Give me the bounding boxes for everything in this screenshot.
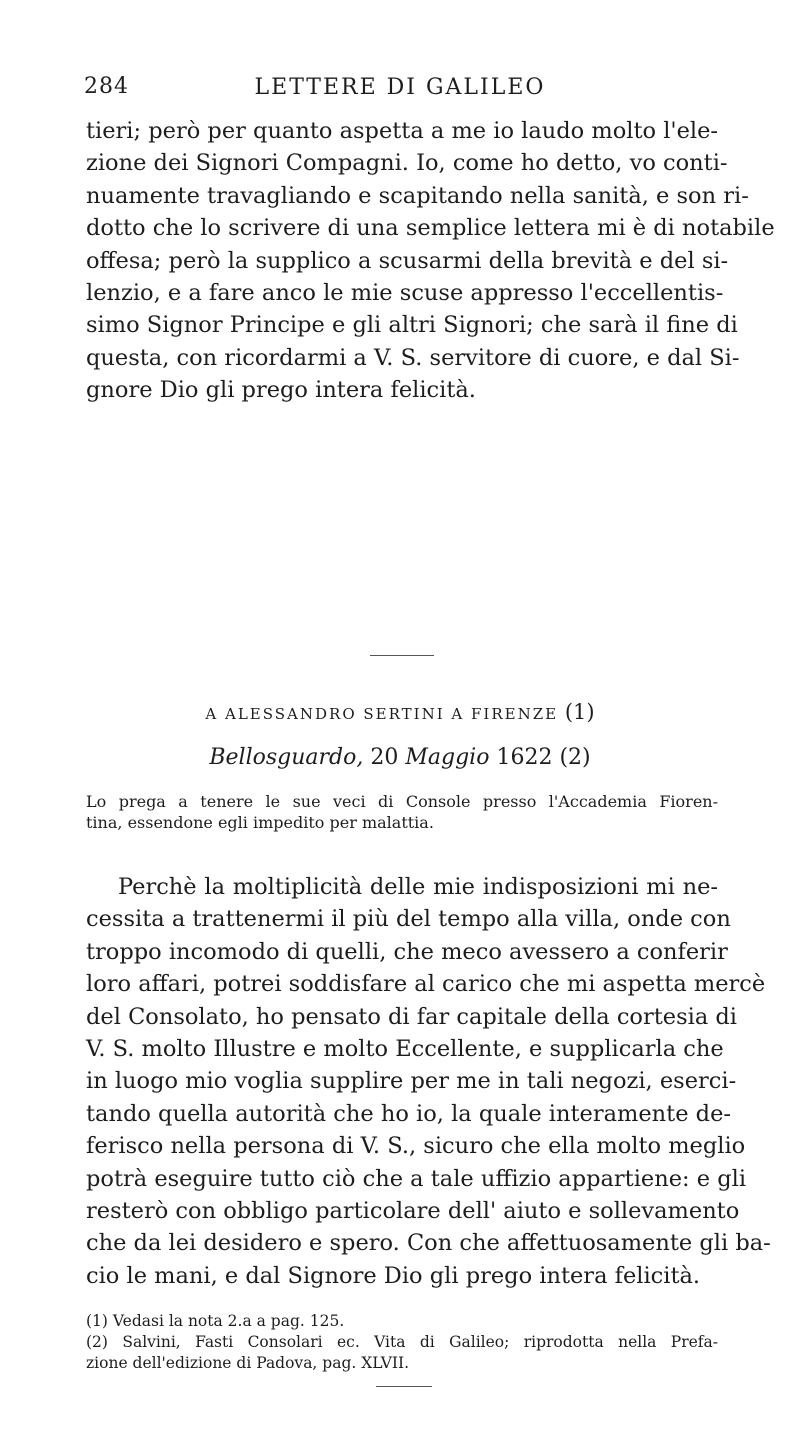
text-line: offesa; però la supplico a scusarmi della brevità e del si- — [86, 247, 729, 274]
text-line: tieri; però per quanto aspetta a me io laudo molto l'ele- — [86, 118, 718, 144]
letter-year: 1622 — [496, 745, 553, 770]
text-line: V. S. molto Illustre e molto Eccellente, e supplicarla che — [86, 1036, 724, 1063]
text-line: simo Signor Principe e gli altri Signori; che sarà il fine di — [86, 312, 738, 339]
letter-addressee: A ALESSANDRO SERTINI A FIRENZE — [205, 705, 559, 723]
letter-month: Maggio — [405, 745, 490, 770]
letter-dateline — [0, 745, 800, 770]
text-line: in luogo mio voglia supplire per me in tali negozi, eserci- — [86, 1068, 737, 1095]
previous-letter-text — [86, 115, 775, 407]
text-line: che da lei desidero e spero. Con che affettuosamente gli ba- — [86, 1230, 771, 1257]
text-line: cio le mani, e dal Signore Dio gli prego intera felicità. — [86, 1262, 701, 1289]
end-divider — [376, 1386, 432, 1387]
section-divider — [370, 655, 434, 656]
letter-summary — [86, 791, 718, 833]
running-head: LETTERE DI GALILEO — [254, 75, 546, 100]
text-line: loro affari, potrei soddisfare al carico che mi aspetta mercè — [86, 971, 766, 998]
footnotes — [86, 1311, 718, 1374]
letter-place: Bellosguardo, — [209, 745, 364, 770]
text-line: dotto che lo scrivere di una semplice lettera mi è di notabile — [86, 215, 775, 242]
text-line: resterò con obbligo particolare dell' aiuto e sollevamento — [86, 1198, 740, 1225]
text-line: del Consolato, ho pensato di far capitale della cortesia di — [86, 1003, 737, 1030]
text-line: tando quella autorità che ho io, la quale interamente de- — [86, 1100, 731, 1127]
text-line: potrà eseguire tutto ciò che a tale uffizio appartiene: e gli — [86, 1165, 747, 1192]
text-line: lenzio, e a fare anco le mie scuse appresso l'eccellentis- — [86, 280, 724, 307]
footnote: (1) Vedasi la nota 2.a a pag. 125. — [86, 1312, 345, 1330]
text-line: ferisco nella persona di V. S., sicuro che ella molto meglio — [86, 1133, 746, 1160]
summary-line: Lo prega a tenere le sue veci di Console presso l'Accademia Fioren- — [86, 792, 718, 811]
footnote: zione dell'edizione di Padova, pag. XLVII. — [86, 1354, 410, 1372]
date-note-ref: (2) — [559, 745, 591, 770]
footnote: (2) Salvini, Fasti Consolari ec. Vita di Galileo; riprodotta nella Prefa- — [86, 1333, 718, 1351]
letter-day: 20 — [370, 745, 399, 770]
text-line: nuamente travagliando e scapitando nella sanità, e son ri- — [86, 182, 749, 209]
page-number: 284 — [84, 74, 129, 99]
text-line: cessita a trattenermi il più del tempo alla villa, onde con — [86, 906, 731, 933]
heading-note-ref: (1) — [564, 700, 595, 724]
letter-body — [86, 871, 771, 1292]
text-line: gnore Dio gli prego intera felicità. — [86, 377, 476, 404]
text-line: Perchè la moltiplicità delle mie indisposizioni mi ne- — [118, 874, 718, 900]
letter-heading — [0, 700, 800, 724]
text-line: troppo incomodo di quelli, che meco avessero a conferir — [86, 938, 728, 965]
text-line: zione dei Signori Compagni. Io, come ho detto, vo conti- — [86, 150, 728, 177]
text-line: questa, con ricordarmi a V. S. servitore di cuore, e dal Si- — [86, 344, 740, 371]
summary-line: tina, essendone egli impedito per malattia. — [86, 813, 434, 832]
